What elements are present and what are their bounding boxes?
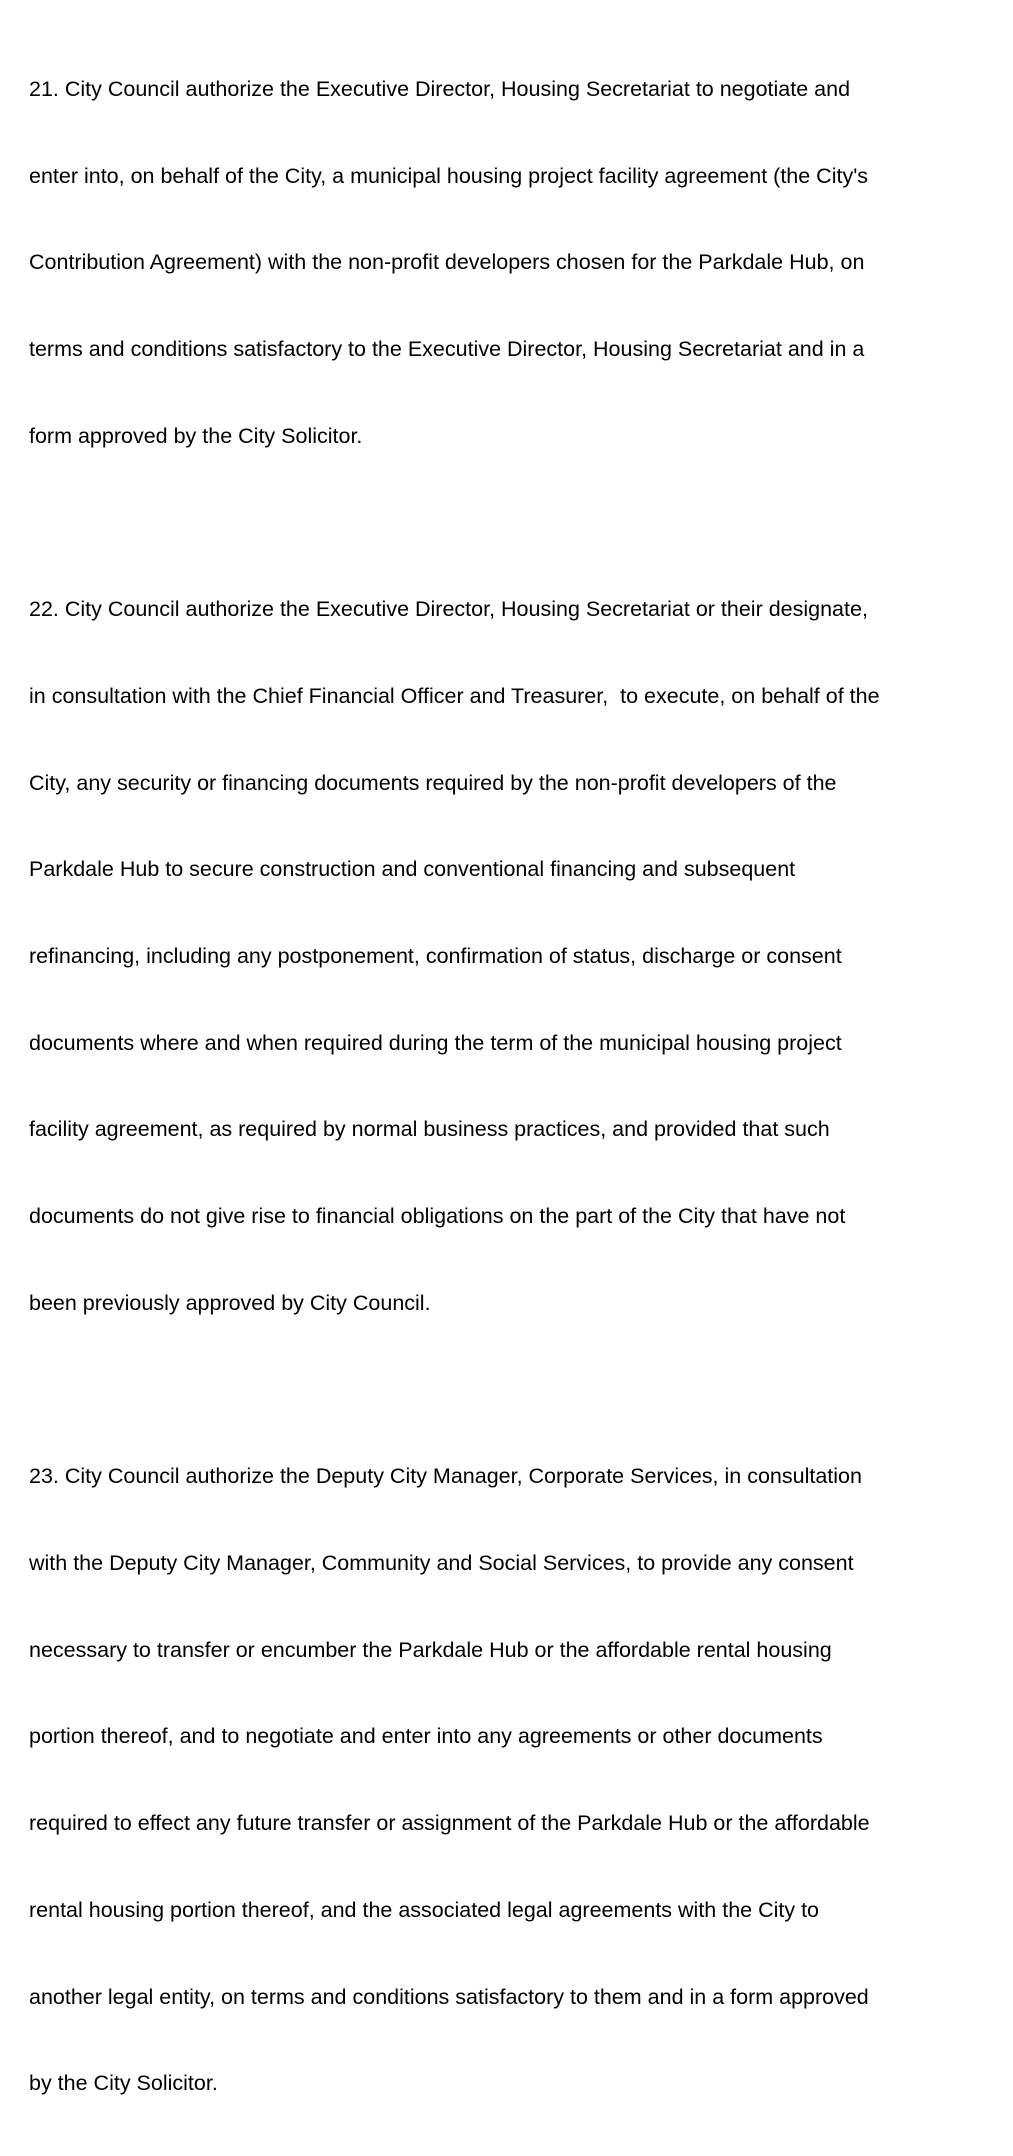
recommendation-22 — [29, 537, 989, 1375]
paragraph-line: rental housing portion thereof, and the associated legal agreements with the City to — [29, 1897, 820, 1922]
paragraph-line: facility agreement, as required by normal business practices, and provided that such — [29, 1117, 830, 1142]
paragraph-line: been previously approved by City Council. — [29, 1290, 431, 1315]
paragraph-line: enter into, on behalf of the City, a municipal housing project facility agreement (the City's — [29, 163, 869, 188]
paragraph-line: with the Deputy City Manager, Community and Social Services, to provide any consent — [29, 1551, 854, 1575]
paragraph-line: Parkdale Hub to secure construction and conventional financing and subsequent — [29, 857, 796, 882]
paragraph-line: City, any security or financing documents required by the non-profit developers of the — [29, 770, 837, 795]
paragraph-line: form approved by the City Solicitor. — [29, 423, 363, 448]
paragraph-line: terms and conditions satisfactory to the Executive Director, Housing Secretariat and in a — [29, 336, 865, 361]
paragraph-line: another legal entity, on terms and conditions satisfactory to them and in a form approved — [29, 1984, 869, 2009]
recommendation-23 — [29, 1404, 989, 2156]
paragraph-line: documents do not give rise to financial obligations on the part of the City that have not — [29, 1204, 846, 1229]
document-body — [29, 17, 989, 2156]
paragraph-line: documents where and when required during the term of the municipal housing project — [29, 1030, 842, 1055]
paragraph-line: portion thereof, and to negotiate and enter into any agreements or other documents — [29, 1724, 823, 1749]
paragraph-line: 21. City Council authorize the Executive Director, Housing Secretariat to negotiate and — [29, 76, 851, 101]
paragraph-line: refinancing, including any postponement, confirmation of status, discharge or consent — [29, 943, 842, 968]
paragraph-line: 23. City Council authorize the Deputy City Manager, Corporate Services, in consultation — [29, 1464, 862, 1489]
paragraph-line: by the City Solicitor. — [29, 2071, 218, 2096]
paragraph-line: Contribution Agreement) with the non-profit developers chosen for the Parkdale Hub, on — [29, 250, 865, 275]
paragraph-line: required to effect any future transfer or assignment of the Parkdale Hub or the affordable — [29, 1811, 870, 1836]
paragraph-line: in consultation with the Chief Financial Officer and Treasurer, to execute, on behalf of the — [29, 683, 880, 708]
recommendation-21 — [29, 17, 989, 508]
paragraph-line: 22. City Council authorize the Executive Director, Housing Secretariat or their designate, — [29, 597, 868, 622]
paragraph-line: necessary to transfer or encumber the Parkdale Hub or the affordable rental housing — [29, 1637, 832, 1662]
